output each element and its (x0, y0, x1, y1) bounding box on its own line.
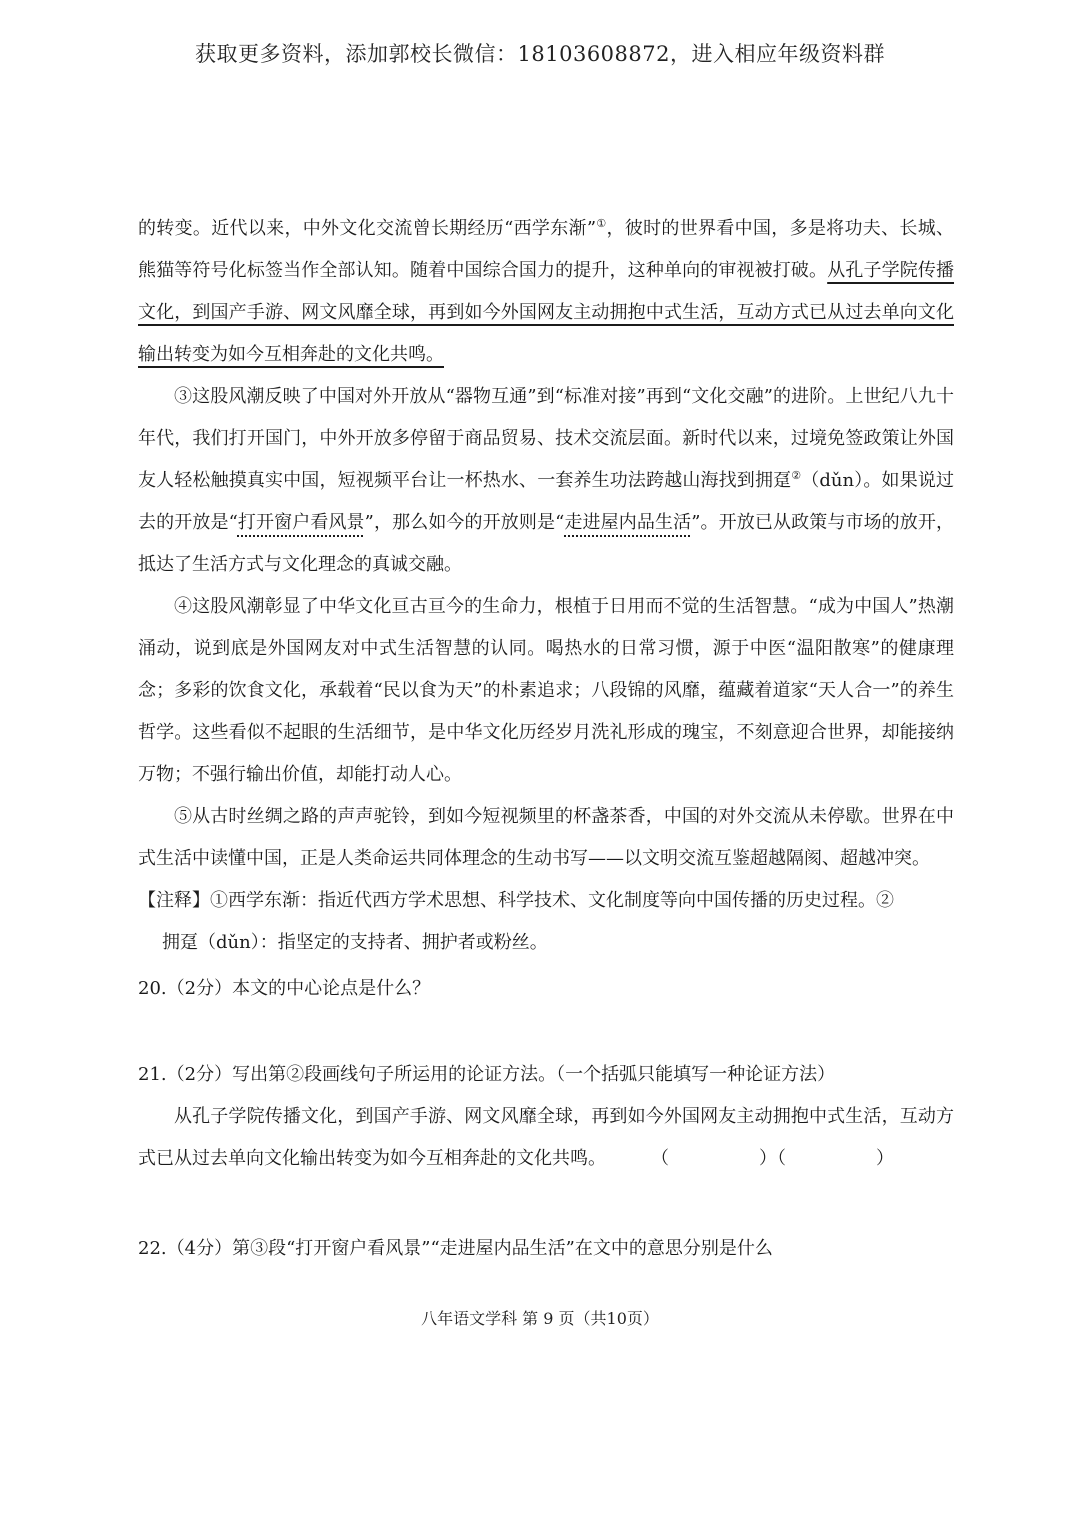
question-21: 21.（2分）写出第②段画线句子所运用的论证方法。（一个括弧只能填写一种论证方法） (138, 1064, 836, 1085)
page-footer: 八年语文学科 第 9 页（共10页） (421, 1309, 659, 1328)
question-20: 20.（2分）本文的中心论点是什么？ (138, 978, 431, 999)
paragraph-3-text-a: ③这股风潮反映了中国对外开放从“器物互通”到“标准对接”再到“文化交融”的进阶。上世纪八九十年代，我们打开国门，中外开放多停留于商品贸易、技术交流层面。新时代以来，过境免签政策让外国友人轻松触摸真实中国，短视频平台让一杯热水、一套养生功法跨越山海找到拥趸 (138, 386, 954, 491)
paragraph-3-text-d: ”。开放已从政策与市场的放开，抵达了生活方式与文化理念的真诚交融。 (138, 512, 955, 575)
underlined-sentence: 从孔子学院传播文化，到国产手游、网文风靡全球，再到如今外国网友主动拥抱中式生活，互动方式已从过去单向文化输出转变为如今互相奔赴的文化共鸣。 (138, 260, 955, 365)
answer-blanks[interactable]: （ ）（ ） (651, 1148, 894, 1169)
dotted-phrase-1: 打开窗户看风景 (237, 512, 365, 533)
notes-line-1: 【注释】①西学东渐：指近代西方学术思想、科学技术、文化制度等向中国传播的历史过程。② (138, 890, 894, 911)
paragraph-2-text-b: ，彼时的世界看中国，多是将功夫、长城、熊猫等符号化标签当作全部认知。随着中国综合国力的提升，这种单向的审视被打破。 (138, 218, 955, 281)
paragraph-3-text-b: （dǔn）。如果说过去的开放是“ (138, 470, 954, 533)
paragraph-2 (138, 208, 954, 376)
document-body (138, 208, 954, 1270)
notes-line-2: 拥趸（dǔn）：指坚定的支持者、拥护者或粉丝。 (162, 932, 548, 953)
question-21-sentence-text: 从孔子学院传播文化，到国产手游、网文风靡全球，再到如今外国网友主动拥抱中式生活，互动方式已从过去单向文化输出转变为如今互相奔赴的文化共鸣。 (138, 1106, 954, 1169)
question-22: 22.（4分）第③段“打开窗户看风景”“走进屋内品生活”在文中的意思分别是什么 (138, 1238, 773, 1259)
footnote-ref-1: ① (596, 217, 607, 230)
paragraph-2-text-a: 的转变。近代以来，中外文化交流曾长期经历“西学东渐” (138, 218, 597, 239)
dotted-phrase-2: 走进屋内品生活 (564, 512, 692, 533)
paragraph-3-text-c: ”，那么如今的开放则是“ (364, 512, 565, 533)
paragraph-4: ④这股风潮彰显了中华文化亘古亘今的生命力，根植于日用而不觉的生活智慧。“成为中国人”热潮涌动，说到底是外国网友对中式生活智慧的认同。喝热水的日常习惯，源于中医“温阳散寒”的健康理念；多彩的饮食文化，承载着“民以食为天”的朴素追求；八段锦的风靡，蕴藏着道家“天人合一”的养生哲学。这些看似不起眼的生活细节，是中华文化历经岁月洗礼形成的瑰宝，不刻意迎合世界，却能接纳万物；不强行输出价值，却能打动人心。 (138, 596, 954, 785)
question-21-sentence (138, 1096, 954, 1180)
header-banner: 获取更多资料，添加郭校长微信：18103608872，进入相应年级资料群 (195, 42, 885, 66)
footnote-ref-2: ② (791, 469, 802, 482)
paragraph-3 (138, 376, 954, 586)
paragraph-5: ⑤从古时丝绸之路的声声驼铃，到如今短视频里的杯盏茶香，中国的对外交流从未停歇。世界在中式生活中读懂中国，正是人类命运共同体理念的生动书写——以文明交流互鉴超越隔阂、超越冲突。 (138, 806, 954, 869)
